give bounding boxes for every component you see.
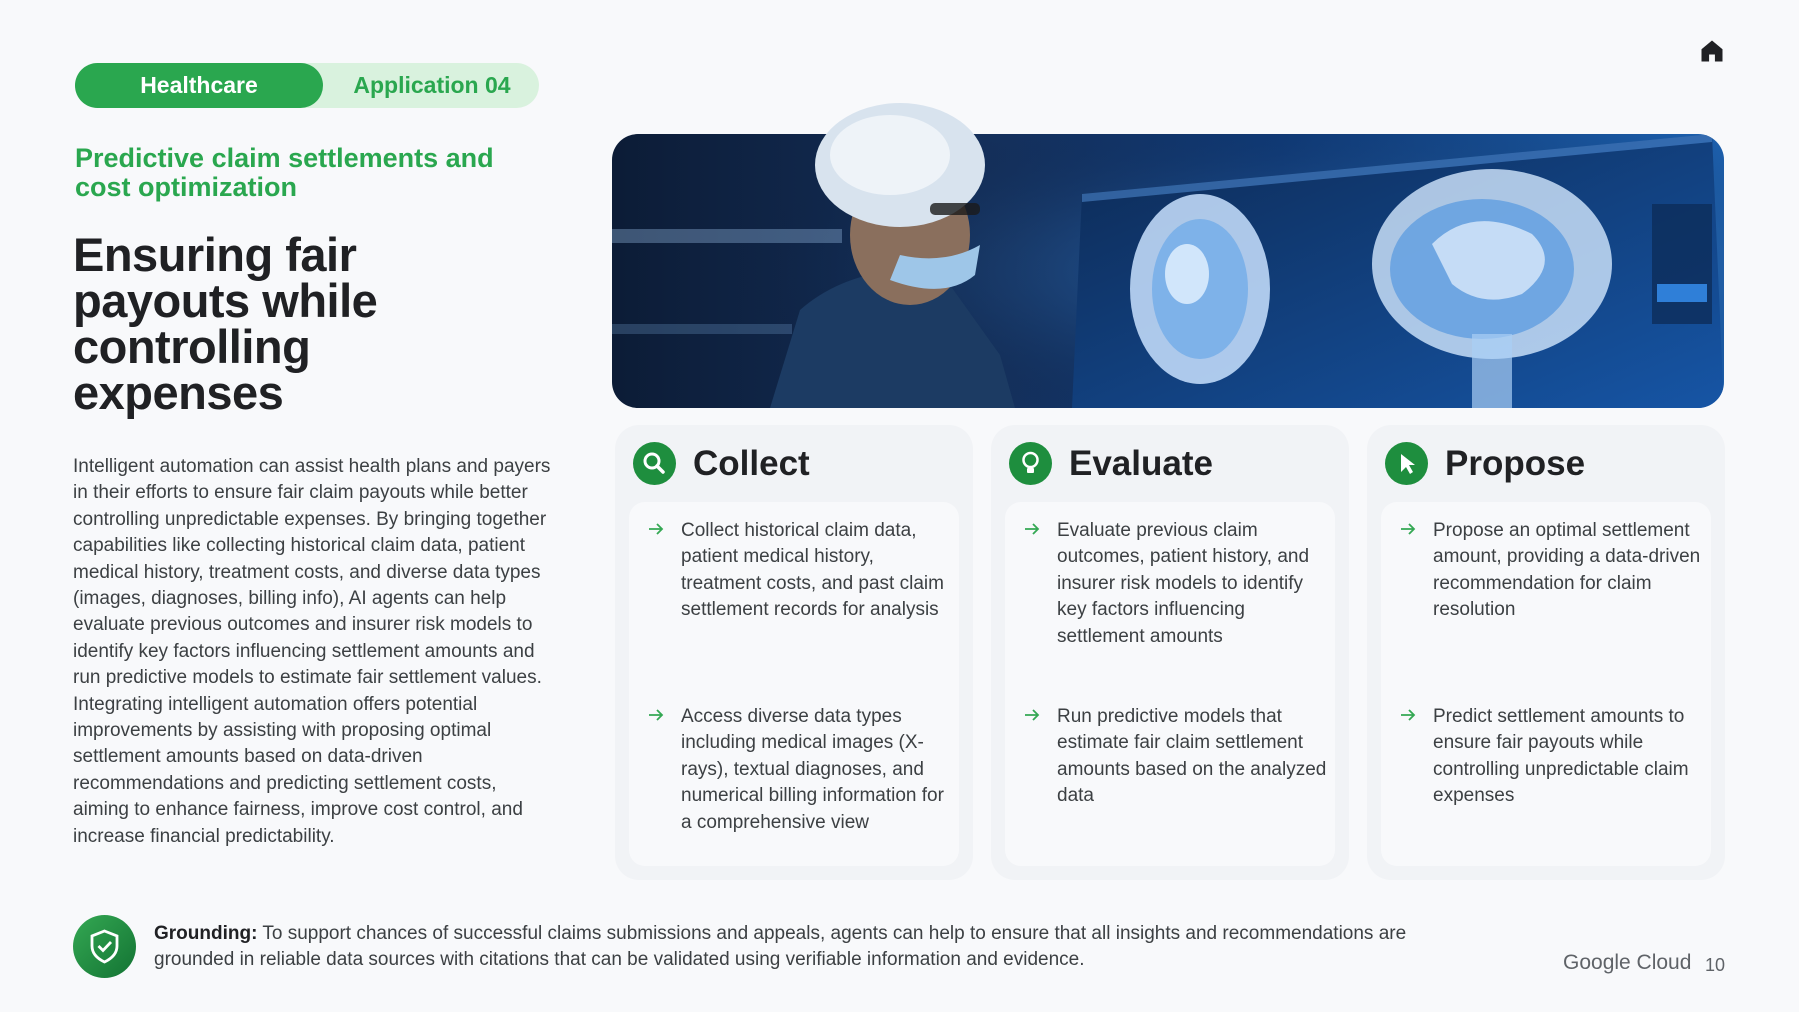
home-icon[interactable]: [1698, 37, 1726, 65]
card-body: [1005, 502, 1335, 866]
bullet-text: Evaluate previous claim outcomes, patient history, and insurer risk models to identify key factors influencing settlement amounts: [1057, 520, 1310, 647]
grounding-text: To support chances of successful claims submissions and appeals, agents can help to ensure that all insights and recommendations are grounded in reliable data sources with citations that can be validated using verifiable information and evidence.: [154, 923, 1407, 971]
bullet-text: Access diverse data types including medical images (X-rays), textual diagnoses, and numerical billing information for a comprehensive view: [681, 706, 944, 833]
card-collect: [615, 425, 973, 880]
lightbulb-icon: [1009, 442, 1052, 485]
card-body: [629, 502, 959, 866]
search-icon: [633, 442, 676, 485]
card-title: Collect: [693, 444, 810, 483]
grounding-note: [154, 921, 1454, 974]
bullet-text: Propose an optimal settlement amount, providing a data-driven recommendation for claim resolution: [1433, 520, 1701, 621]
doctor-figure: [770, 95, 1030, 408]
arrow-right-icon: [647, 520, 665, 538]
arrow-right-icon: [647, 706, 665, 724]
tag-application[interactable]: Application 04: [353, 72, 511, 98]
bullet-text: Run predictive models that estimate fair claim settlement amounts based on the analyzed data: [1057, 706, 1327, 807]
arrow-right-icon: [1023, 520, 1041, 538]
card-body: [1381, 502, 1711, 866]
card-evaluate: [991, 425, 1349, 880]
breadcrumb-tags: [75, 63, 539, 108]
page-title: Ensuring fair payouts while controlling expenses: [73, 228, 378, 419]
card-propose: [1367, 425, 1725, 880]
tag-healthcare[interactable]: Healthcare: [75, 63, 323, 108]
page-subtitle: Predictive claim settlements and cost optimization: [75, 143, 494, 202]
cursor-icon: [1385, 442, 1428, 485]
intro-paragraph: Intelligent automation can assist health plans and payers in their efforts to ensure fair claim payouts while better controlling unpredictable expenses. By bringing together capabilities like collecting historical claim data, patient medical history, treatment costs, and diverse data types (images, diagnoses, billing info), AI agents can help evaluate previous outcomes and insurer risk models to identify key factors influencing settlement amounts and run predictive models to estimate fair settlement values. Integrating intelligent automation offers potential improvements by assisting with proposing optimal settlement amounts based on data-driven recommendations and predicting settlement costs, aiming to enhance fairness, improve cost control, and increase financial predictability.: [73, 456, 551, 847]
page-number: 10: [1705, 955, 1726, 975]
card-title: Propose: [1445, 444, 1586, 483]
brand-logo: Google Cloud: [1563, 951, 1692, 974]
arrow-right-icon: [1399, 706, 1417, 724]
grounding-label: Grounding:: [154, 923, 258, 944]
card-title: Evaluate: [1069, 444, 1213, 483]
shield-check-icon: [73, 915, 136, 978]
arrow-right-icon: [1399, 520, 1417, 538]
bullet-text: Collect historical claim data, patient medical history, treatment costs, and past claim settlement records for analysis: [681, 520, 944, 621]
bullet-text: Predict settlement amounts to ensure fair payouts while controlling unpredictable claim expenses: [1433, 706, 1689, 807]
arrow-right-icon: [1023, 706, 1041, 724]
